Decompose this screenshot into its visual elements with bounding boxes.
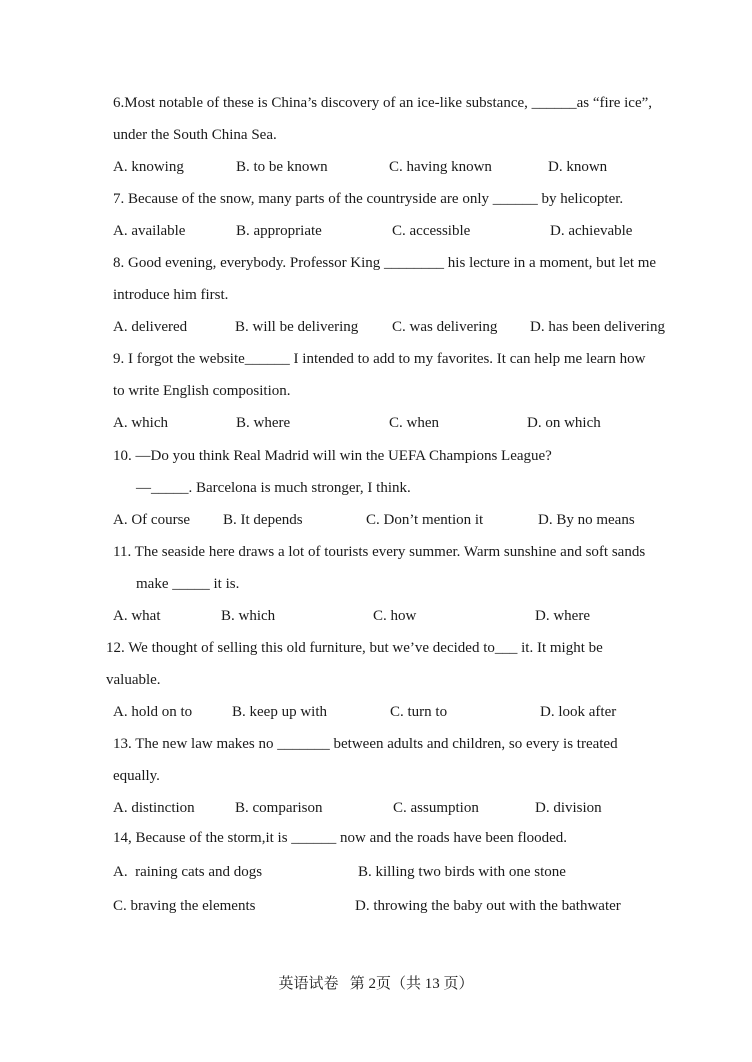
option-a: A. Of course xyxy=(113,512,191,528)
option-d: D. has been delivering xyxy=(530,319,665,335)
option-b: B. will be delivering xyxy=(235,319,359,335)
question-text: The seaside here draws a lot of tourists every summer. Warm sunshine and soft sands xyxy=(131,544,646,560)
question-text: Most notable of these is China’s discovery of an ice-like substance, ______as “fire ice”, xyxy=(124,95,653,111)
option-a: A. what xyxy=(113,608,161,624)
question-11-line-1 xyxy=(113,542,645,562)
question-13-line-2: equally. xyxy=(113,768,160,784)
option-d: D. where xyxy=(535,608,590,624)
option-b: B. appropriate xyxy=(236,223,322,239)
option-c: C. how xyxy=(373,608,417,624)
option-b: B. killing two birds with one stone xyxy=(358,864,566,880)
question-text: Because of the storm,it is ______ now and the roads have been flooded. xyxy=(131,830,568,846)
option-a: A. delivered xyxy=(113,319,188,335)
option-a: A. raining cats and dogs xyxy=(113,864,263,880)
question-number: 9. xyxy=(113,351,125,367)
question-number: 8. xyxy=(113,255,125,271)
question-text: The new law makes no _______ between adults and children, so every is treated xyxy=(131,736,618,752)
option-a: A. hold on to xyxy=(113,704,193,720)
option-a: A. knowing xyxy=(113,159,184,175)
question-7-line-1 xyxy=(113,189,623,209)
option-d: D. achievable xyxy=(550,223,633,239)
question-text: We thought of selling this old furniture, but we’ve decided to___ it. It might be xyxy=(124,640,603,656)
question-number: 13. xyxy=(113,736,132,752)
question-9-line-2: to write English composition. xyxy=(113,383,291,399)
question-12-line-1 xyxy=(106,638,603,658)
option-d: D. known xyxy=(548,159,608,175)
option-d: D. By no means xyxy=(538,512,635,528)
question-number: 6. xyxy=(113,95,125,111)
option-c: C. braving the elements xyxy=(113,898,256,914)
question-number: 7. xyxy=(113,191,125,207)
option-c: C. when xyxy=(389,415,439,431)
question-9-line-1 xyxy=(113,349,646,369)
option-c: C. was delivering xyxy=(392,319,498,335)
option-c: C. Don’t mention it xyxy=(366,512,484,528)
question-number: 10. xyxy=(113,448,132,464)
option-c: C. assumption xyxy=(393,800,479,816)
option-b: B. to be known xyxy=(236,159,328,175)
option-b: B. where xyxy=(236,415,291,431)
option-a: A. available xyxy=(113,223,186,239)
option-c: C. having known xyxy=(389,159,492,175)
question-8-line-2: introduce him first. xyxy=(113,287,229,303)
question-13-line-1 xyxy=(113,734,618,754)
question-10-line-1 xyxy=(113,446,552,466)
question-12-line-2: valuable. xyxy=(106,672,161,688)
question-10-line-2: —_____. Barcelona is much stronger, I think. xyxy=(136,480,411,496)
question-number: 12. xyxy=(106,640,125,656)
option-c: C. accessible xyxy=(392,223,471,239)
question-text: Good evening, everybody. Professor King ________ his lecture in a moment, but let me xyxy=(124,255,657,271)
option-b: B. which xyxy=(221,608,276,624)
option-b: B. It depends xyxy=(223,512,303,528)
option-d: D. throwing the baby out with the bathwater xyxy=(355,898,621,914)
question-11-line-2: make _____ it is. xyxy=(136,576,240,592)
question-text: Because of the snow, many parts of the countryside are only ______ by helicopter. xyxy=(124,191,624,207)
option-d: D. division xyxy=(535,800,602,816)
option-a: A. distinction xyxy=(113,800,195,816)
option-d: D. on which xyxy=(527,415,601,431)
option-d: D. look after xyxy=(540,704,617,720)
question-6-line-2: under the South China Sea. xyxy=(113,127,277,143)
question-6-line-1 xyxy=(113,93,652,113)
question-8-line-1 xyxy=(113,253,656,273)
option-c: C. turn to xyxy=(390,704,448,720)
question-text: I forgot the website______ I intended to add to my favorites. It can help me learn how xyxy=(124,351,646,367)
question-number: 14, xyxy=(113,830,132,846)
option-b: B. comparison xyxy=(235,800,323,816)
question-text: —Do you think Real Madrid will win the UEFA Champions League? xyxy=(131,448,552,464)
page-footer: 英语试卷 第 2页（共 13 页） xyxy=(278,976,474,992)
question-number: 11. xyxy=(113,544,132,560)
option-a: A. which xyxy=(113,415,168,431)
option-b: B. keep up with xyxy=(232,704,327,720)
question-14-line-1 xyxy=(113,828,567,848)
